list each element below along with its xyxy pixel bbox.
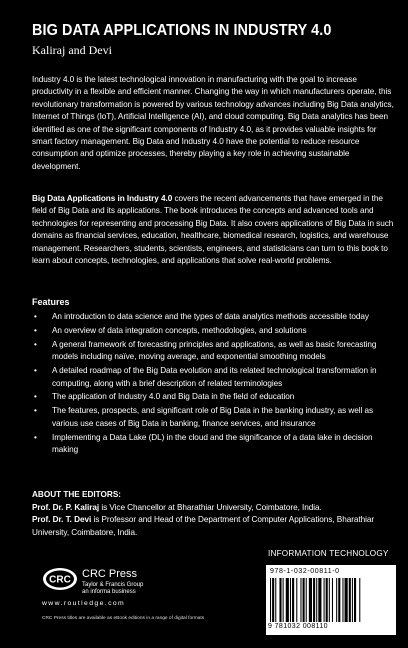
feature-item [32,405,398,430]
barcode-bar [275,578,276,622]
feature-item [32,311,398,323]
barcode-bar [329,578,330,622]
book-authors: Kaliraj and Devi [32,43,112,57]
barcode-bar [338,578,340,622]
feature-item [32,339,398,364]
feature-item [32,365,398,390]
bullet-icon: • [34,312,37,321]
feature-item [32,325,398,337]
book-title-inline: Big Data Applications in Industry 4.0 [32,194,173,203]
barcode-digits: 9 781032 008110 [268,623,328,630]
ebook-note: CRC Press titles are available as eBook editions in a range of digital formats [42,616,205,621]
feature-item-text: The features, prospects, and significant role of Big Data in the banking industry, as well as various use cases of Big Data in banking, finance services, and insurance [52,406,374,428]
barcode-bar [283,578,284,622]
editor-name: Prof. Dr. P. Kaliraj [32,503,100,512]
bullet-icon: • [34,325,37,335]
barcode-bar [359,578,360,622]
barcode-bar [336,578,337,622]
bullet-icon: • [34,406,37,416]
book-title: BIG DATA APPLICATIONS IN INDUSTRY 4.0 [32,22,332,39]
barcode-bar [342,578,343,622]
description-paragraph-2-text: covers the recent advancements that have emerged in the field of Big Data and its applications. The book introduces the concepts and advanced tools and technologies for representing and processing Big Data. It also covers applications of Big Data in such domains as financial services, education, healthcare, biomedical research, logistics, and warehouse management. Researchers, students, scientists, engineers, and statisticians can turn to this book to learn about concepts, technologies, and applications that solve real-world problems. [32,194,394,266]
feature-item-text: An overview of data integration concepts, methodologies, and solutions [52,325,307,335]
feature-item [32,391,398,403]
editor-entry [32,514,398,539]
barcode-bar [316,578,317,622]
crc-logo-text: CRC [49,574,71,586]
editor-entry [32,502,398,514]
editor-role: is Vice Chancellor at Bharathiar University, Coimbatore, India. [99,503,322,512]
barcode-bar [318,578,321,622]
bullet-icon: • [34,339,37,349]
editor-role: is Professor and Head of the Department of Computer Applications, Bharathiar University, Coimbatore, India. [32,515,375,537]
barcode-bar [303,578,305,622]
barcode-bar [292,578,294,622]
barcode-bars [270,578,392,622]
publisher-group [82,582,143,596]
bullet-icon: • [34,366,37,376]
editors-list [32,502,398,539]
editor-name: Prof. Dr. T. Devi [32,515,92,525]
features-list [32,311,398,458]
description-paragraph-2 [32,193,398,267]
feature-item-text: A general framework of forecasting principles and applications, as well as basic forecasting models including naïve, moving average, and exponential smoothing models [52,339,377,362]
feature-item [32,432,398,457]
publisher-url[interactable]: www.routledge.com [42,600,126,607]
barcode-bar [309,578,312,622]
barcode-bar [326,578,328,622]
barcode-bar [270,578,271,622]
feature-item-text: Implementing a Data Lake (DL) in the cloud and the significance of a data lake in decision making [52,432,373,455]
barcode-bar [272,578,274,622]
barcode-bar [286,578,289,622]
publisher-group-line-2: an informa business [82,589,136,595]
features-heading: Features [32,297,70,307]
barcode-bar [354,578,356,622]
barcode-bar [349,578,351,622]
subject-category: INFORMATION TECHNOLOGY [268,549,389,558]
bullet-icon: • [34,392,37,402]
feature-item-text: The application of Industry 4.0 and Big Data in the field of education [52,392,295,402]
bullet-icon: • [34,432,37,442]
barcode-bar [345,578,348,622]
description-paragraph-1: Industry 4.0 is the latest technological innovation in manufacturing with the goal to increase productivity in a flexible and efficient manner. Changing the way in which manufacturers operate, this revolutionary transformation is powered by various technology advances including Big Data analytics, Internet of Things (IoT), Artificial Intelligence (AI), and cloud computing. Big Data analytics has been identified as one of the significant components of Industry 4.0, as it provides valuable insights for smart factory management. Big Data and Industry 4.0 have the potential to reduce resource consumption and optimize processes, thereby playing a key role in achieving sustainable development. [32,75,394,171]
publisher-group-line: Taylor & Francis Group [82,582,144,588]
barcode-bar [324,578,325,622]
barcode-bar [290,578,291,622]
feature-item-text: An introduction to data science and the types of data analytics methods accessible today [52,312,369,321]
isbn-barcode [266,565,396,635]
barcode-bar [296,578,297,622]
barcode-bar [332,578,333,622]
barcode-bar [300,578,301,622]
feature-item-text: A detailed roadmap of the Big Data evolution and its related technological transformation in computing, along with a brief description of related terminologies [52,366,377,388]
crc-logo-icon [42,567,78,591]
isbn-label: 978-1-032-00811-0 [270,568,340,575]
barcode-bar [279,578,281,622]
editors-heading: ABOUT THE EDITORS: [32,490,122,499]
barcode-bar [306,578,307,622]
publisher-name: CRC Press [82,568,138,580]
barcode-bar [352,578,353,622]
barcode-bar [313,578,315,622]
